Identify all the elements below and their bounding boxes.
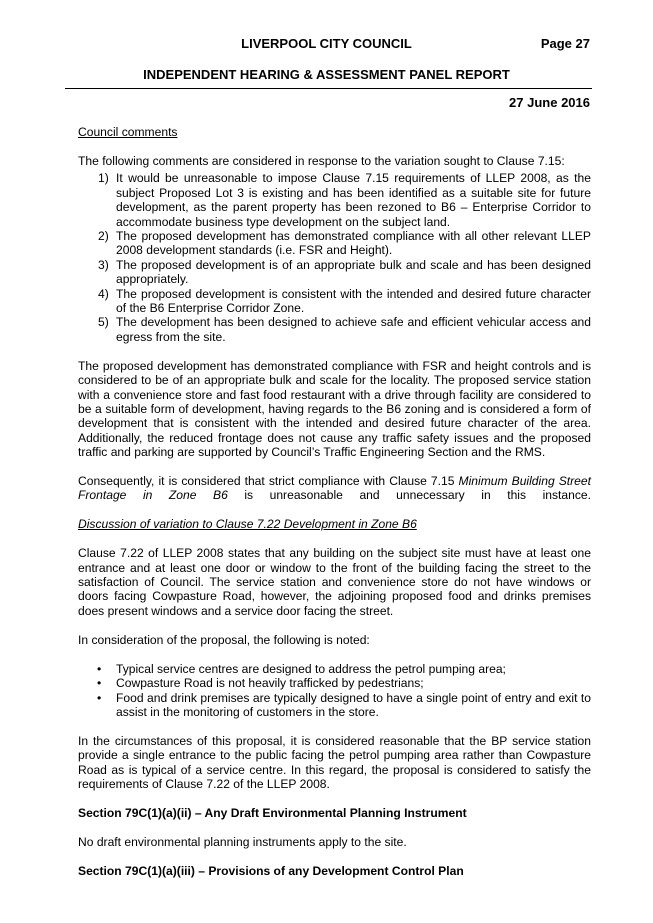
list-item: 3) The proposed development is of an appropriate bulk and scale and has been designed appropriately. (98, 257, 591, 287)
list-item: • Typical service centres are designed to address the petrol pumping area; (97, 661, 506, 676)
list-item: • Food and drink premises are typically designed to have a single point of entry and exit to assist in the monitoring of customers in the store. (97, 690, 591, 719)
header-divider (65, 88, 592, 89)
paragraph: The following comments are considered in response to the variation sought to Clause 7.15: (78, 153, 565, 168)
bullet-icon: • (97, 690, 102, 705)
section-heading-dcp: Section 79C(1)(a)(iii) – Provisions of any Development Control Plan (78, 863, 464, 878)
paragraph: Consequently, it is considered that strict compliance with Clause 7.15 Minimum Building Street Frontage in Zone B6 is unreasonable and unnecessary in this instance. (78, 474, 591, 503)
paragraph: In the circumstances of this proposal, it is considered reasonable that the BP service station provide a single entrance to the public facing the petrol pumping area rather than Cowpasture Road as is typical of a service centre. In this regard, the proposal is considered to satisfy the requirements of Clause 7.22 of the LLEP 2008. (78, 733, 591, 792)
council-name: LIVERPOOL CITY COUNCIL (241, 36, 412, 51)
section-heading-draft-epi: Section 79C(1)(a)(ii) – Any Draft Environmental Planning Instrument (78, 805, 467, 820)
page-header (0, 37, 653, 55)
bullet-icon: • (97, 661, 102, 676)
bullet-list (78, 662, 591, 720)
italic-clause-title: Minimum Building Street Frontage in Zone B6 (78, 474, 591, 503)
numbered-list (78, 171, 591, 344)
document-body (78, 125, 591, 878)
list-item: 5) The development has been designed to achieve safe and efficient vehicular access and egress from the site. (98, 315, 591, 344)
paragraph: No draft environmental planning instruments apply to the site. (78, 834, 407, 849)
list-item: 2) The proposed development has demonstrated compliance with all other relevant LLEP 2008 development standards (i.e. FSR and Height). (98, 228, 591, 258)
list-item: 1) It would be unreasonable to impose Clause 7.15 requirements of LLEP 2008, as the subject Proposed Lot 3 is existing and has been identified as a suitable site for future development, as the parent property has been rezoned to B6 – Enterprise Corridor to accommodate business type development on the subject land. (98, 171, 591, 229)
bullet-icon: • (97, 676, 102, 691)
page-number: Page 27 (540, 36, 590, 51)
report-date: 27 June 2016 (509, 95, 590, 110)
paragraph: The proposed development has demonstrated compliance with FSR and height controls and is considered to be of an appropriate bulk and scale for the locality. The proposed service station with a convenience store and fast food restaurant with a drive through facility are considered to be a suitable form of development, having regards to the B6 zoning and is considered a form of development that is consistent with the intended and desired future character of the area. Additionally, the reduced frontage does not cause any traffic safety issues and the proposed traffic and parking are supported by Council’s Traffic Engineering Section and the RMS. (78, 358, 591, 460)
section-heading-council-comments: Council comments (78, 125, 178, 139)
report-title: INDEPENDENT HEARING & ASSESSMENT PANEL REPORT (143, 67, 510, 82)
section-heading-clause-7-22: Discussion of variation to Clause 7.22 Development in Zone B6 (78, 517, 417, 532)
list-item: • Cowpasture Road is not heavily trafficked by pedestrians; (97, 676, 424, 691)
paragraph: In consideration of the proposal, the following is noted: (78, 632, 370, 647)
paragraph: Clause 7.22 of LLEP 2008 states that any building on the subject site must have at least one entrance and at least one door or window to the front of the building facing the street to the satisfaction of Council. The service station and convenience store do not have windows or doors facing Cowpasture Road, however, the adjoining proposed food and drinks premises does present windows and a service door facing the street. (78, 546, 591, 618)
list-item: 4) The proposed development is consistent with the intended and desired future character of the B6 Enterprise Corridor Zone. (98, 286, 591, 315)
